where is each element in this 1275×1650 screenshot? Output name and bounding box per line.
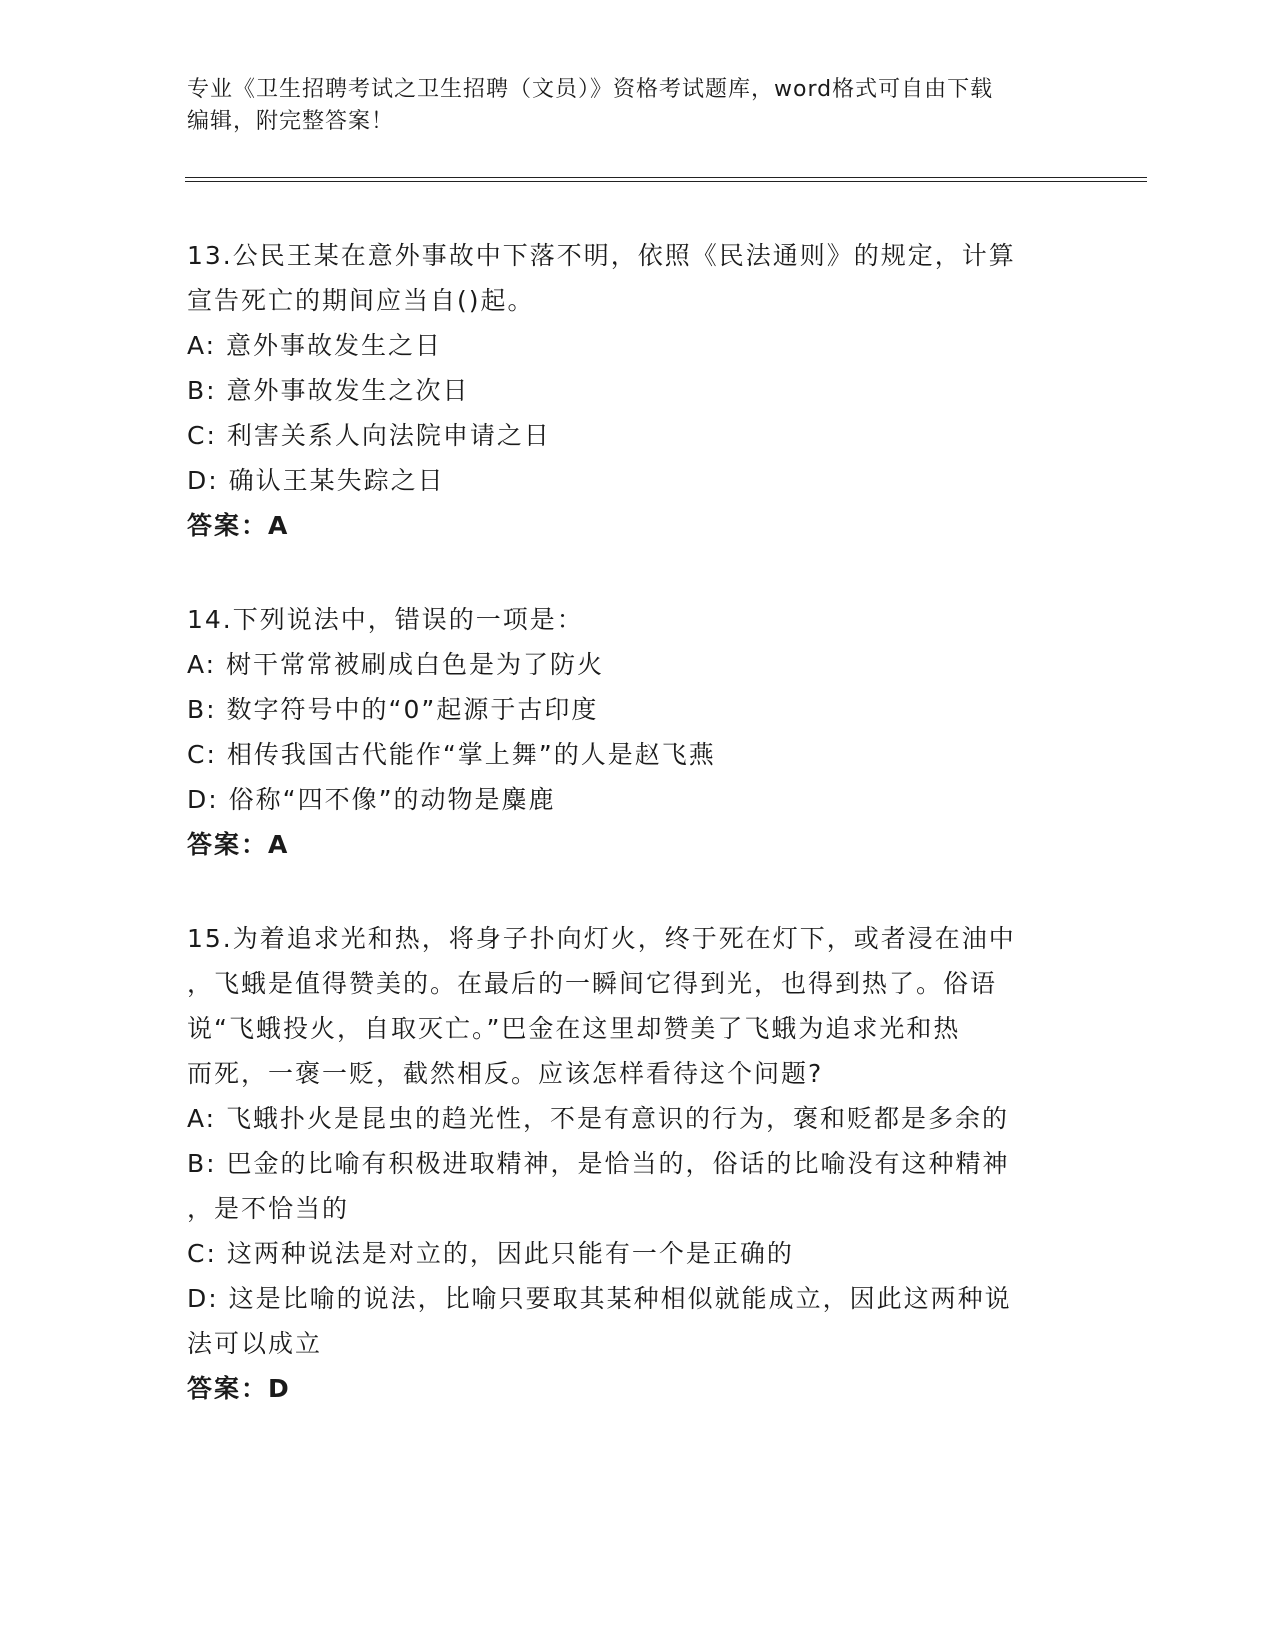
header-divider-bottom: [185, 181, 1147, 182]
answer-label: 答案：A: [187, 830, 290, 859]
question-text-line: ，飞蛾是值得赞美的。在最后的一瞬间它得到光，也得到热了。俗语: [187, 969, 998, 998]
header-line-1: 专业《卫生招聘考试之卫生招聘（文员）》资格考试题库，word格式可自由下载: [187, 77, 994, 102]
option-b-continuation: ，是不恰当的: [187, 1194, 350, 1223]
option-b: B: 数字符号中的“0”起源于古印度: [187, 695, 599, 724]
question-14: [187, 597, 1087, 867]
question-13: [187, 233, 1087, 548]
answer-label: 答案：D: [187, 1374, 291, 1403]
option-d: D: 确认王某失踪之日: [187, 466, 445, 495]
option-d: D: 这是比喻的说法，比喻只要取其某种相似就能成立，因此这两种说: [187, 1284, 1012, 1313]
option-b: B: 意外事故发生之次日: [187, 376, 470, 405]
option-b: B: 巴金的比喻有积极进取精神，是恰当的，俗话的比喻没有这种精神: [187, 1149, 1010, 1178]
answer-label: 答案：A: [187, 511, 290, 540]
option-a: A: 树干常常被刷成白色是为了防火: [187, 650, 605, 679]
option-c: C: 这两种说法是对立的，因此只能有一个是正确的: [187, 1239, 794, 1268]
question-text-line: 14.下列说法中，错误的一项是：: [187, 605, 584, 634]
option-c: C: 相传我国古代能作“掌上舞”的人是赵飞燕: [187, 740, 716, 769]
option-c: C: 利害关系人向法院申请之日: [187, 421, 551, 450]
question-text-line: 而死，一褒一贬，截然相反。应该怎样看待这个问题?: [187, 1059, 824, 1088]
question-text-line: 说“飞蛾投火，自取灭亡。”巴金在这里却赞美了飞蛾为追求光和热: [187, 1014, 961, 1043]
document-header: [187, 74, 1057, 138]
question-text-line: 13.公民王某在意外事故中下落不明，依照《民法通则》的规定，计算: [187, 241, 1016, 270]
header-line-2: 编辑，附完整答案！: [187, 109, 395, 134]
option-a: A: 意外事故发生之日: [187, 331, 443, 360]
option-d: D: 俗称“四不像”的动物是麋鹿: [187, 785, 556, 814]
question-15: [187, 916, 1087, 1411]
question-text-line: 宣告死亡的期间应当自()起。: [187, 286, 535, 315]
header-divider-top: [185, 177, 1147, 178]
question-text-line: 15.为着追求光和热，将身子扑向灯火，终于死在灯下，或者浸在油中: [187, 924, 1016, 953]
option-a: A: 飞蛾扑火是昆虫的趋光性，不是有意识的行为，褒和贬都是多余的: [187, 1104, 1010, 1133]
option-d-continuation: 法可以成立: [187, 1329, 323, 1358]
